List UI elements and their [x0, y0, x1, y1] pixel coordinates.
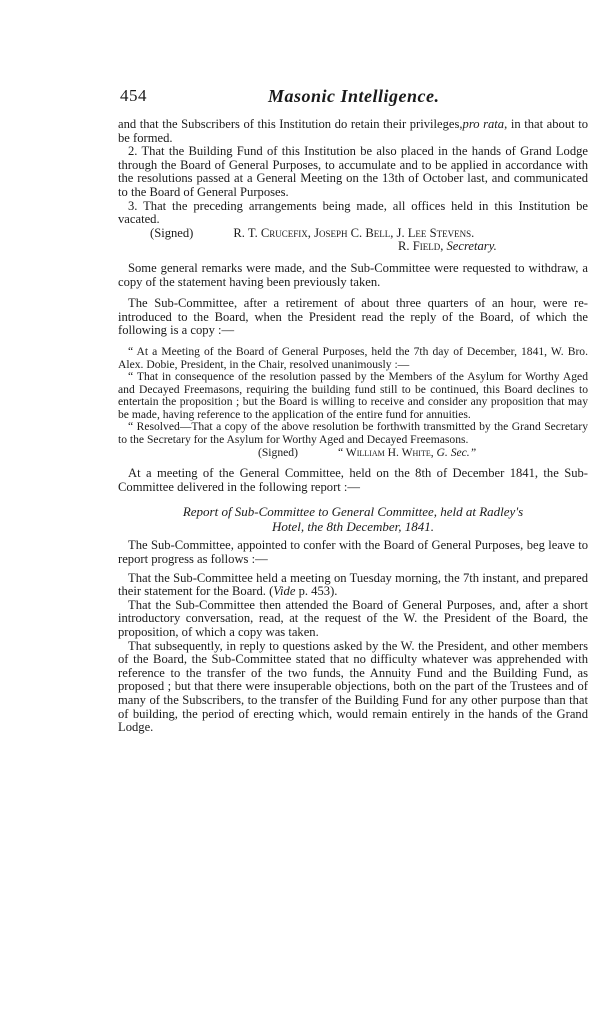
italic-text: pro rata	[462, 117, 505, 131]
signed-label: (Signed)	[258, 445, 298, 459]
signed-label: (Signed)	[150, 225, 194, 240]
signatory-role: Secretary.	[446, 239, 497, 254]
signatory-names: R. T. Crucefix, Joseph C. Bell, J. Lee Stevens.	[233, 225, 475, 240]
signature-block-3	[118, 447, 588, 460]
signature-block-1	[118, 227, 588, 241]
paragraph-meeting-tuesday	[118, 572, 588, 599]
paragraph-reintroduced: The Sub-Committee, after a retirement of about three quarters of an hour, were re-introduced to the Board, when the President read the reply of the Board, of which the following is a copy :—	[118, 296, 588, 338]
resolution-2: 2. That the Building Fund of this Institution be also placed in the hands of Grand Lodge through the Board of General Purposes, to accumulate and to be applied in accordance with the resolutions passed at a General Meeting on the 13th of October last, and communicated to the Board of General Purposes.	[118, 144, 588, 199]
italic-text: Vide	[273, 584, 296, 599]
report-heading-line-1: Report of Sub-Committee to General Committee, held at Radley's	[182, 504, 524, 520]
paragraph-continuation	[118, 118, 588, 145]
page-header	[118, 86, 588, 110]
signature-block-2	[118, 240, 588, 254]
text-run: and that the Subscribers of this Institution do retain their privileges,	[118, 117, 463, 131]
quote-resolution-1: “ That in consequence of the resolution passed by the Members of the Asylum for Worthy Aged and Decayed Freemasons, requiring the building fund still to be continued, this Board declines to entertain the proposition ; but the Board is willing to receive and consider any proposition that may be made, having reference to the application of the entire fund for annuities.	[118, 370, 588, 421]
quote-resolution-2: “ Resolved—That a copy of the above resolution be forthwith transmitted by the Grand Secretary to the Secretary for the Asylum for Worthy Aged and Decayed Freemasons.	[118, 420, 588, 447]
text-run: p. 453).	[295, 584, 338, 599]
page-number: 454	[120, 86, 147, 105]
paragraph-subsequently: That subsequently, in reply to questions asked by the W. the President, and other members of the Board, the Sub-Committee stated that no difficulty whatever was apprehended with reference to the transfer of the two funds, the Annuity Fund and the Building Fund, as proposed ; but that there were insuperable objections, both on the part of the Trustees and of many of the Subscribers, to the transfer of the Building Fund for any other purpose than that of building, the period of erecting which, would remain entirely in the hands of the Grand Lodge.	[118, 638, 588, 735]
running-title: Masonic Intelligence.	[268, 86, 440, 106]
paragraph-general-committee: At a meeting of the General Committee, held on the 8th of December 1841, the Sub-Committee delivered in the following report :—	[118, 466, 588, 494]
page-body	[118, 118, 588, 735]
signatory-name: R. Field,	[398, 239, 444, 254]
report-heading-line-2: Hotel, the 8th December, 1841.	[271, 519, 435, 535]
paragraph-attended-board: That the Sub-Committee then attended the Board of General Purposes, and, after a short introductory conversation, read, at the request of the W. the President of the Board, the proposition, of which a copy was taken.	[118, 597, 588, 639]
paragraph-sub-committee-appointed: The Sub-Committee, appointed to confer with the Board of General Purposes, beg leave to report progress as follows :—	[118, 538, 588, 567]
resolution-3: 3. That the preceding arrangements being made, all offices held in this Institution be vacated.	[118, 198, 588, 227]
report-heading	[118, 504, 588, 534]
paragraph-remarks: Some general remarks were made, and the Sub-Committee were requested to withdraw, a copy of the statement having been previously taken.	[118, 260, 588, 289]
signatory-name: “ William H. White,	[337, 445, 434, 459]
quote-board-meeting: “ At a Meeting of the Board of General Purposes, held the 7th day of December, 1841, W. Bro. Alex. Dobie, President, in the Chair, resolved unanimously :—	[118, 344, 588, 371]
text-run: , in that about to be formed.	[118, 117, 588, 145]
signatory-role: G. Sec.”	[436, 445, 477, 459]
text-run: That the Sub-Committee held a meeting on Tuesday morning, the 7th instant, and prepared their statement for the Board. (	[118, 570, 588, 599]
